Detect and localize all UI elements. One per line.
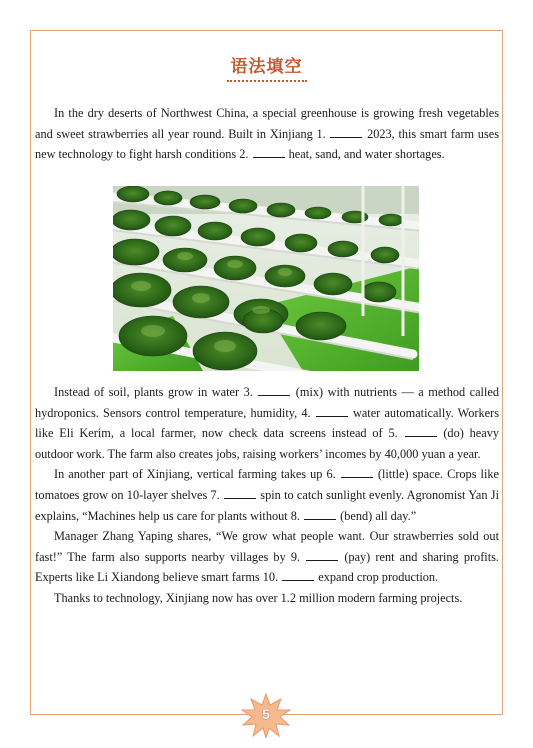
page-number-badge xyxy=(239,692,293,738)
text-run: (do) heavy outdoor work. The farm also creates jobs, raising workers’ incomes by 40,000 yuan a year. xyxy=(35,426,499,461)
passage-body xyxy=(35,382,499,609)
paragraph-2 xyxy=(35,382,499,464)
blank-2[interactable] xyxy=(253,147,285,158)
paragraph-4 xyxy=(35,526,499,588)
text-run: Manager Zhang Yaping shares, “We grow what people want. Our strawberries sold out fast!” The farm also supports nearby villages by 9. xyxy=(35,529,499,564)
text-run: spin to catch sunlight evenly. Agronomist Yan Ji explains, “Machines help us care for plants without 8. xyxy=(35,487,499,523)
text-run: 2023, this smart farm uses new technology to fight harsh conditions 2. xyxy=(35,126,499,162)
text-run: In the dry deserts of Northwest China, a special greenhouse is growing fresh vegetables and sweet strawberries all year round. Built in Xinjiang 1. xyxy=(35,106,499,141)
text-run: (mix) with nutrients — a method called hydroponics. Sensors control temperature, humidity, 4. xyxy=(35,385,499,420)
page-title: 语法填空 xyxy=(227,52,307,82)
text-run: (little) space. Crops like tomatoes grow on 10-layer shelves 7. xyxy=(35,467,500,502)
text-run: In another part of Xinjiang, vertical farming takes up 6. xyxy=(54,467,340,482)
blank-6[interactable] xyxy=(341,467,373,478)
text-run: expand crop production. xyxy=(315,570,439,585)
text-run: (pay) rent and sharing profits. Experts like Li Xiandong believe smart farms 10. xyxy=(35,549,499,585)
blank-3[interactable] xyxy=(258,385,290,396)
hydroponic-greenhouse-image xyxy=(113,186,419,371)
greenhouse-photo xyxy=(113,186,419,371)
paragraph-5 xyxy=(35,588,499,609)
blank-10[interactable] xyxy=(282,570,314,581)
title-wrap xyxy=(0,52,533,82)
text-run: heat, sand, and water shortages. xyxy=(285,147,445,162)
text-run: Thanks to technology, Xinjiang now has over 1.2 million modern farming projects. xyxy=(54,590,463,605)
paragraph-3 xyxy=(35,464,499,526)
blank-7[interactable] xyxy=(224,488,256,499)
blank-8[interactable] xyxy=(304,509,336,520)
blank-9[interactable] xyxy=(306,550,338,561)
passage-intro xyxy=(35,103,499,165)
blank-5[interactable] xyxy=(405,426,437,437)
blank-1[interactable] xyxy=(330,127,362,138)
text-run: water automatically. Workers like Eli Kerim, a local farmer, now check data screens instead of 5. xyxy=(35,405,499,441)
blank-4[interactable] xyxy=(316,406,348,417)
page-number: 5 xyxy=(262,706,270,722)
text-run: Instead of soil, plants grow in water 3. xyxy=(54,385,258,399)
text-run: (bend) all day.” xyxy=(337,508,417,523)
paragraph-1 xyxy=(35,103,499,165)
